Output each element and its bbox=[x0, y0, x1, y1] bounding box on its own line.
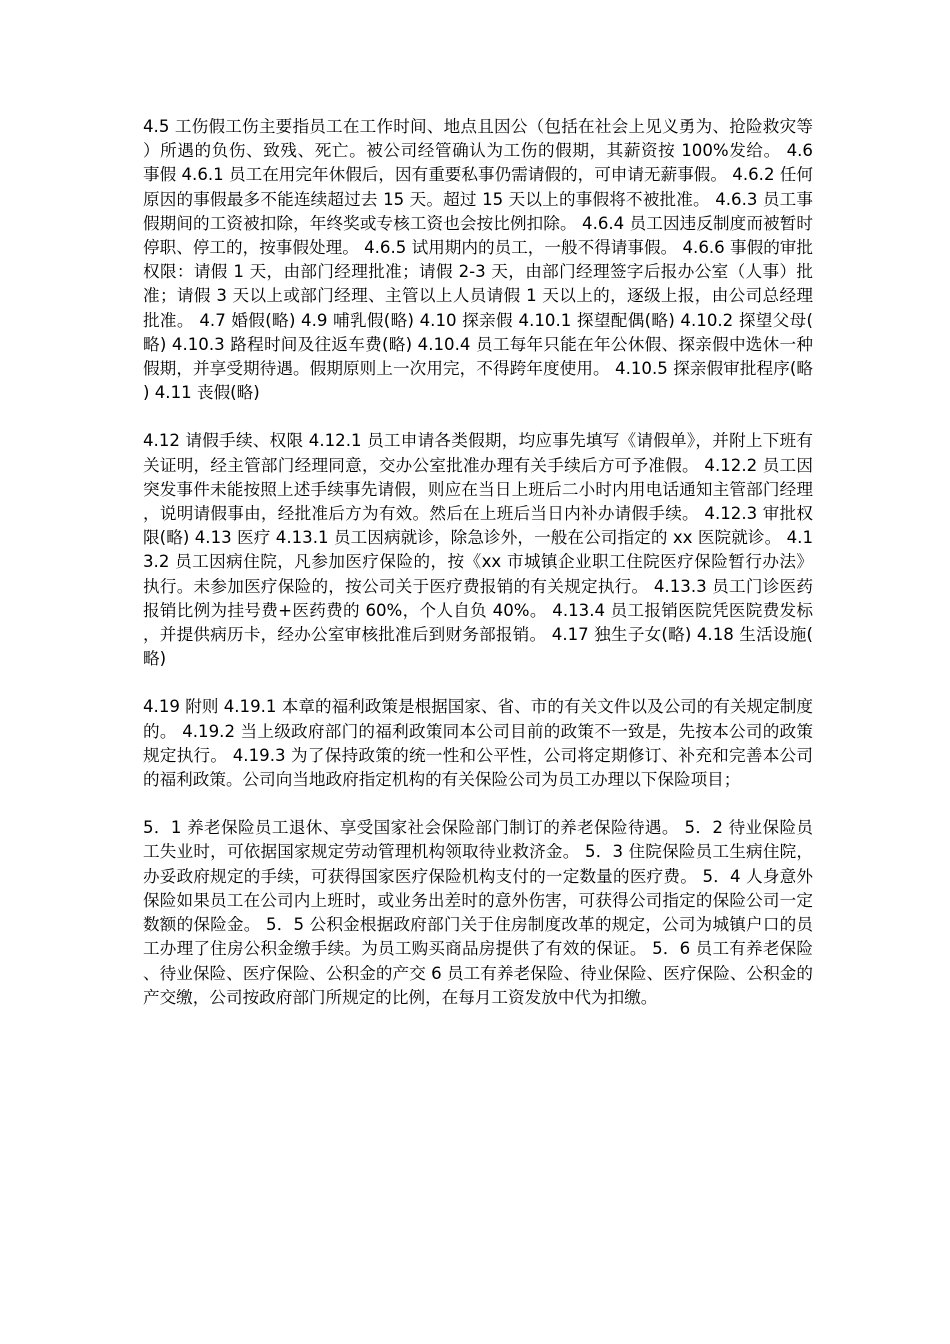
paragraph-insurance-items: 5．1 养老保险员工退休、享受国家社会保险部门制订的养老保险待遇。 5．2 待业保险员工失业时，可依据国家规定劳动管理机构领取待业救济金。 5．3 住院保险员工生病住院，办妥政府规定的手续，可获得国家医疗保险机构支付的一定数量的医疗费。 5．4 人身意外保险如果员工在公司内上班时，或业务出差时的意外伤害，可获得公司指定的保险公司一定数额的保险金。 5．5 公积金根据政府部门关于住房制度改革的规定，公司为城镇户口的员工办理了住房公积金缴手续。为员工购买商品房提供了有效的保证。 5．6 员工有养老保险、待业保险、医疗保险、公积金的产交 6 员工有养老保险、待业保险、医疗保险、公积金的产交缴，公司按政府部门所规定的比例，在每月工资发放中代为扣缴。 bbox=[143, 818, 813, 1007]
paragraph-leave-procedure-medical: 4.12 请假手续、权限 4.12.1 员工申请各类假期，均应事先填写《请假单》，并附上下班有关证明，经主管部门经理同意，交办公室批准办理有关手续后方可予准假。 4.12.2 员工因突发事件未能按照上述手续事先请假，则应在当日上班后二小时内用电话通知主管部门经理，说明请假事由，经批准后方为有效。然后在上班后当日内补办请假手续。 4.12.3 审批权限(略) 4.13 医疗 4.13.1 员工因病就诊，除急诊外，一般在公司指定的 xx 医院就诊。 4.13.2 员工因病住院，凡参加医疗保险的，按《xx 市城镇企业职工住院医疗保险暂行办法》执行。未参加医疗保险的，按公司关于医疗费报销的有关规定执行。 4.13.3 员工门诊医药报销比例为挂号费+医药费的 60%，个人自负 40%。 4.13.4 员工报销医院凭医院费发标，并提供病历卡，经办公室审核批准后到财务部报销。 4.17 独生子女(略) 4.18 生活设施(略) bbox=[143, 431, 813, 669]
document-body bbox=[143, 115, 813, 1034]
paragraph-supplementary-rules: 4.19 附则 4.19.1 本章的福利政策是根据国家、省、市的有关文件以及公司的有关规定制度的。 4.19.2 当上级政府部门的福利政策同本公司目前的政策不一致是，先按本公司的政策规定执行。 4.19.3 为了保持政策的统一性和公平性，公司将定期修订、补充和完善本公司的福利政策。公司向当地政府指定机构的有关保险公司为员工办理以下保险项目； bbox=[143, 697, 813, 790]
paragraph-leave-types: 4.5 工伤假工伤主要指员工在工作时间、地点且因公（包括在社会上见义勇为、抢险救灾等）所遇的负伤、致残、死亡。被公司经管确认为工伤的假期，其薪资按 100%发给。 4.6 事假 4.6.1 员工在用完年休假后，因有重要私事仍需请假的，可申请无薪事假。 4.6.2 任何原因的事假最多不能连续超过去 15 天。超过 15 天以上的事假将不被批准。 4.6.3 员工事假期间的工资被扣除，年终奖或专核工资也会按比例扣除。 4.6.4 员工因违反制度而被暂时停职、停工的，按事假处理。 4.6.5 试用期内的员工，一般不得请事假。 4.6.6 事假的审批权限：请假 1 天，由部门经理批准；请假 2-3 天，由部门经理签字后报办公室（人事）批准；请假 3 天以上或部门经理、主管以上人员请假 1 天以上的，逐级上报，由公司总经理批准。 4.7 婚假(略) 4.9 哺乳假(略) 4.10 探亲假 4.10.1 探望配偶(略) 4.10.2 探望父母(略) 4.10.3 路程时间及往返车费(略) 4.10.4 员工每年只能在年公休假、探亲假中选休一种假期，并享受期待遇。假期原则上一次用完，不得跨年度使用。 4.10.5 探亲假审批程序(略) 4.11 丧假(略) bbox=[143, 117, 813, 403]
